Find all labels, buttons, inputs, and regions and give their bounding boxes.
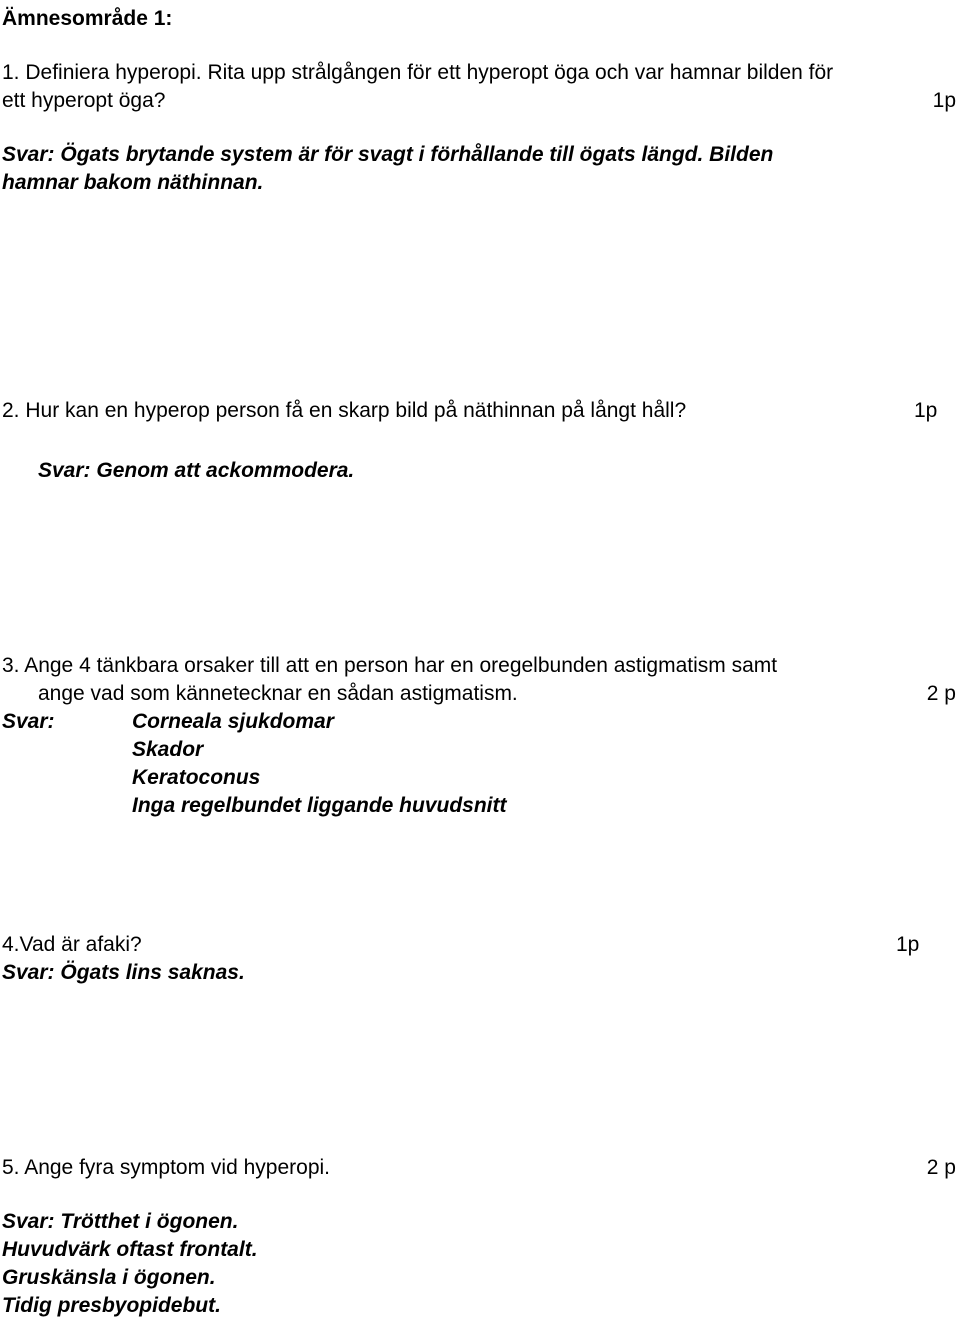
answer-1-line-2: hamnar bakom näthinnan.: [2, 171, 264, 194]
question-2-points: 1p: [914, 399, 938, 422]
question-5-points: 2 p: [926, 1156, 956, 1179]
question-1-line-2: ett hyperopt öga?: [2, 89, 166, 112]
question-1-points: 1p: [932, 89, 956, 112]
question-5-text: 5. Ange fyra symptom vid hyperopi.: [2, 1156, 330, 1179]
answer-3-item-4: Inga regelbundet liggande huvudsnitt: [132, 794, 507, 817]
question-2-text: 2. Hur kan en hyperop person få en skarp bild på näthinnan på långt håll?: [2, 399, 687, 422]
answer-5-line-3: Gruskänsla i ögonen.: [2, 1266, 216, 1289]
answer-1-line-1: Svar: Ögats brytande system är för svagt i förhållande till ögats längd. Bilden: [2, 143, 774, 166]
question-3-line-2: ange vad som kännetecknar en sådan astigmatism.: [38, 682, 518, 705]
answer-5-line-1: Svar: Trötthet i ögonen.: [2, 1210, 239, 1233]
answer-4-text: Svar: Ögats lins saknas.: [2, 961, 245, 984]
question-3-points: 2 p: [926, 682, 956, 705]
question-4-points: 1p: [896, 933, 920, 956]
page-heading: Ämnesområde 1:: [2, 7, 173, 30]
answer-2-text: Svar: Genom att ackommodera.: [38, 459, 355, 482]
question-3-line-1: 3. Ange 4 tänkbara orsaker till att en person har en oregelbunden astigmatism samt: [2, 654, 778, 677]
answer-5-line-4: Tidig presbyopidebut.: [2, 1294, 221, 1317]
question-4-text: 4.Vad är afaki?: [2, 933, 142, 956]
question-1-line-1: 1. Definiera hyperopi. Rita upp strålgången för ett hyperopt öga och var hamnar bilden för: [2, 61, 834, 84]
answer-3-item-1: Corneala sjukdomar: [132, 710, 334, 733]
answer-5-line-2: Huvudvärk oftast frontalt.: [2, 1238, 258, 1261]
answer-3-item-2: Skador: [132, 738, 204, 761]
answer-3-label: Svar:: [2, 710, 55, 733]
answer-3-item-3: Keratoconus: [132, 766, 261, 789]
